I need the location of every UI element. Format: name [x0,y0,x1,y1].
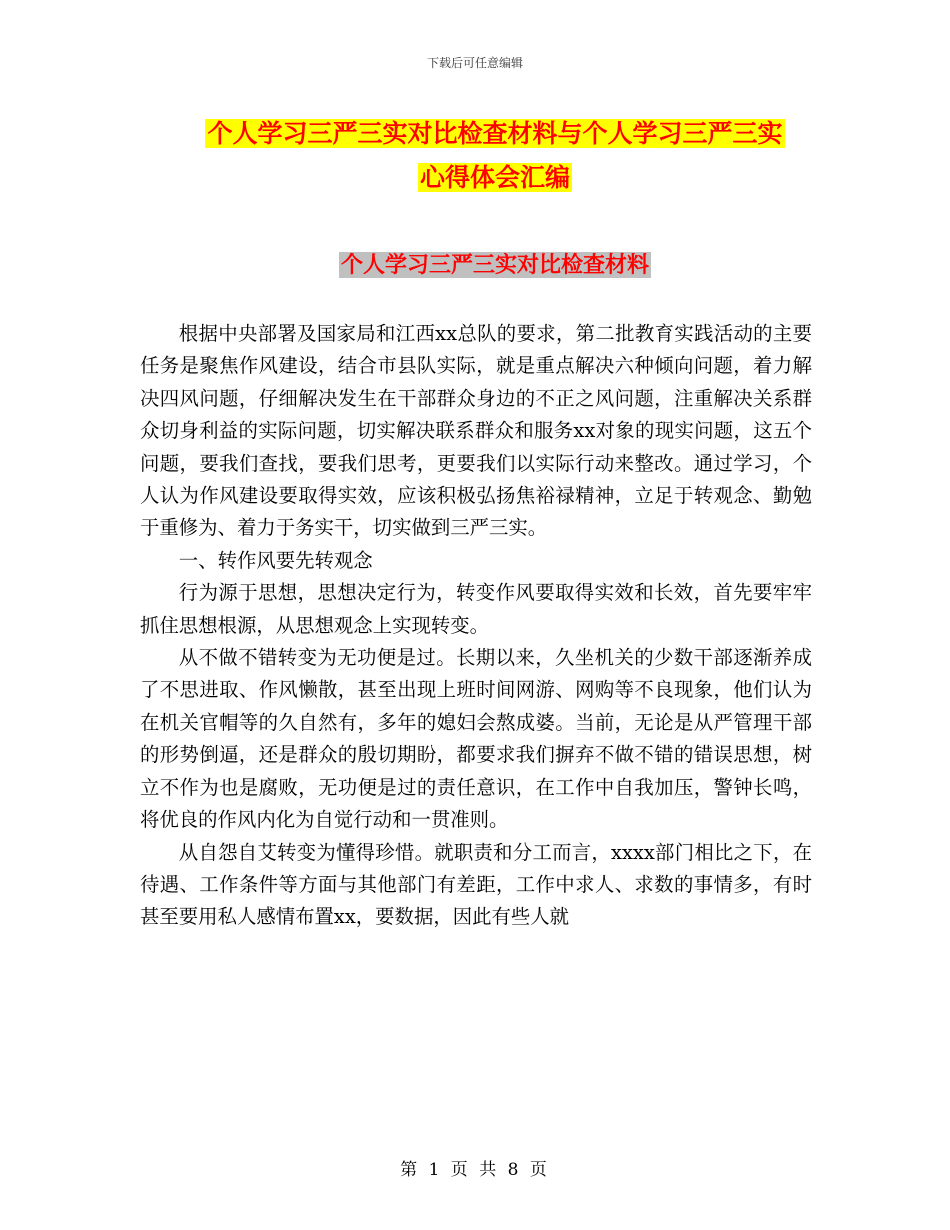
body-heading: 一、转作风要先转观念 [178,548,373,572]
body-paragraph: 行为源于思想，思想决定行为，转变作风要取得实效和长效，首先要牢牢抓住思想根源，从思想观念上实现转变。 [140,581,812,637]
header-note: 下载后可任意编辑 [426,56,523,70]
document-title-line-1: 个人学习三严三实对比检查材料与个人学习三严三实 [207,119,783,148]
page-number: 第 1 页 共 8 页 [400,1160,550,1180]
document-title-line-2: 心得体会汇编 [419,163,570,192]
section-title-text: 个人学习三严三实对比检查材料 [340,252,649,278]
section-title [140,248,850,282]
body-paragraph: 从不做不错转变为无功便是过。长期以来，久坐机关的少数干部逐渐养成了不思进取、作风懒散，甚至出现上班时间网游、网购等不良现象，他们认为在机关官帽等的久自然有，多年的媳妇会熬成婆。当前，无论是从严管理干部的形势倒逼，还是群众的殷切期盼，都要求我们摒弃不做不错的错误思想，树立不作为也是腐败，无功便是过的责任意识，在工作中自我加压，警钟长鸣，将优良的作风内化为自觉行动和一贯准则。 [140,646,812,832]
document-body [140,318,812,934]
body-paragraph: 根据中央部署及国家局和江西xx总队的要求，第二批教育实践活动的主要任务是聚焦作风建设，结合市县队实际，就是重点解决六种倾向问题，着力解决四风问题，仔细解决发生在干部群众身边的不正之风问题，注重解决关系群众切身利益的实际问题，切实解决联系群众和服务xx对象的现实问题，这五个问题，要我们查找，要我们思考，更要我们以实际行动来整改。通过学习，个人认为作风建设要取得实效，应该积极弘扬焦裕禄精神，立足于转观念、勤勉于重修为、着力于务实干，切实做到三严三实。 [140,322,812,540]
document-title [140,112,850,200]
body-paragraph: 从自怨自艾转变为懂得珍惜。就职责和分工而言，xxxx部门相比之下，在待遇、工作条件等方面与其他部门有差距，工作中求人、求数的事情多，有时甚至要用私人感情布置xx，要数据，因此有些人就 [140,840,812,929]
